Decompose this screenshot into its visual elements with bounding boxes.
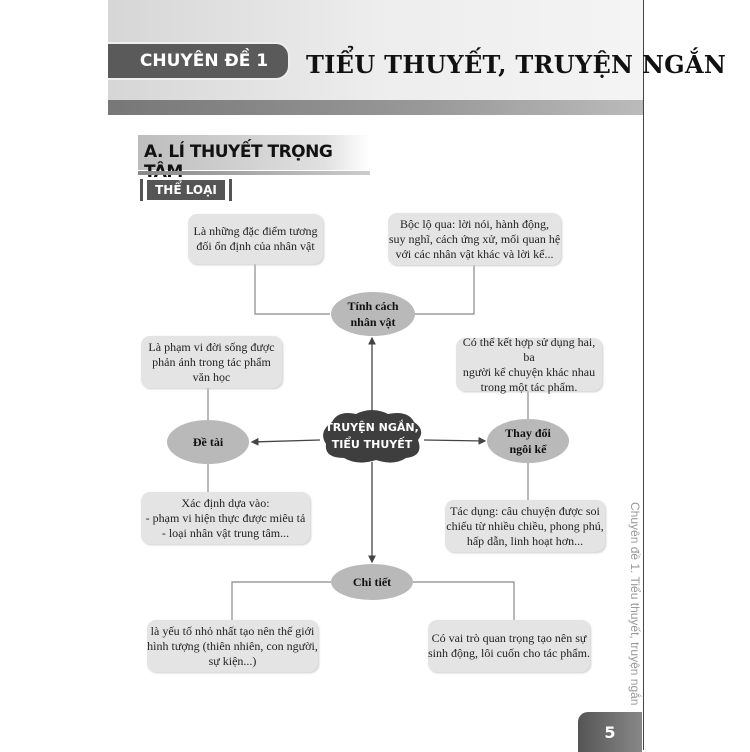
node-de-tai: Đề tài (167, 420, 249, 464)
line-tc1 (255, 264, 330, 314)
line-ct1 (232, 582, 331, 620)
box-tinh-cach-1: Là những đặc điểm tương đối ổn định của nhân vật (188, 214, 323, 264)
node-chi-tiet: Chi tiết (331, 564, 413, 600)
box-de-tai-2: Xác định dựa vào: - phạm vi hiện thực được miêu tả - loại nhân vật trung tâm... (141, 492, 310, 544)
chapter-title: TIỂU THUYẾT, TRUYỆN NGẮN (306, 50, 727, 79)
box-ngoi-ke-2: Tác dụng: câu chuyện được soi chiếu từ nhiều chiều, phong phú, hấp dẫn, linh hoạt hơn... (445, 500, 605, 552)
node-ngoi-ke: Thay đổi ngôi kể (487, 419, 569, 463)
arrow-right (424, 440, 485, 441)
section-tag-text: THỂ LOẠI (147, 180, 225, 200)
box-tinh-cach-2: Bộc lộ qua: lời nói, hành động, suy nghĩ, cách ứng xử, mối quan hệ với các nhân vật khác và lời kể... (388, 213, 561, 265)
line-tc2 (414, 265, 474, 314)
center-node-text: TRUYỆN NGẮN, TIỂU THUYẾT (325, 421, 419, 451)
running-title: Chuyên đề 1. Tiểu thuyết, truyện ngắn (628, 502, 642, 706)
box-chi-tiet-1: là yếu tố nhỏ nhất tạo nên thế giới hình tượng (thiên nhiên, con người, sự kiện...) (147, 620, 318, 672)
box-de-tai-1: Là phạm vi đời sống được phản ánh trong tác phẩm văn học (141, 336, 282, 388)
node-tinh-cach: Tính cách nhân vật (331, 292, 415, 336)
arrow-left (252, 440, 320, 442)
chapter-label: CHUYÊN ĐỀ 1 (108, 42, 290, 80)
center-node (318, 408, 426, 464)
box-chi-tiet-2: Có vai trò quan trọng tạo nên sự sinh động, lôi cuốn cho tác phẩm. (428, 620, 590, 672)
box-ngoi-ke-1: Có thể kết hợp sử dụng hai, ba người kể chuyện khác nhau trong một tác phẩm. (456, 338, 602, 391)
page-number: 5 (578, 712, 642, 752)
section-heading-text: A. LÍ THUYẾT TRỌNG (144, 142, 333, 162)
line-ct2 (413, 582, 514, 620)
